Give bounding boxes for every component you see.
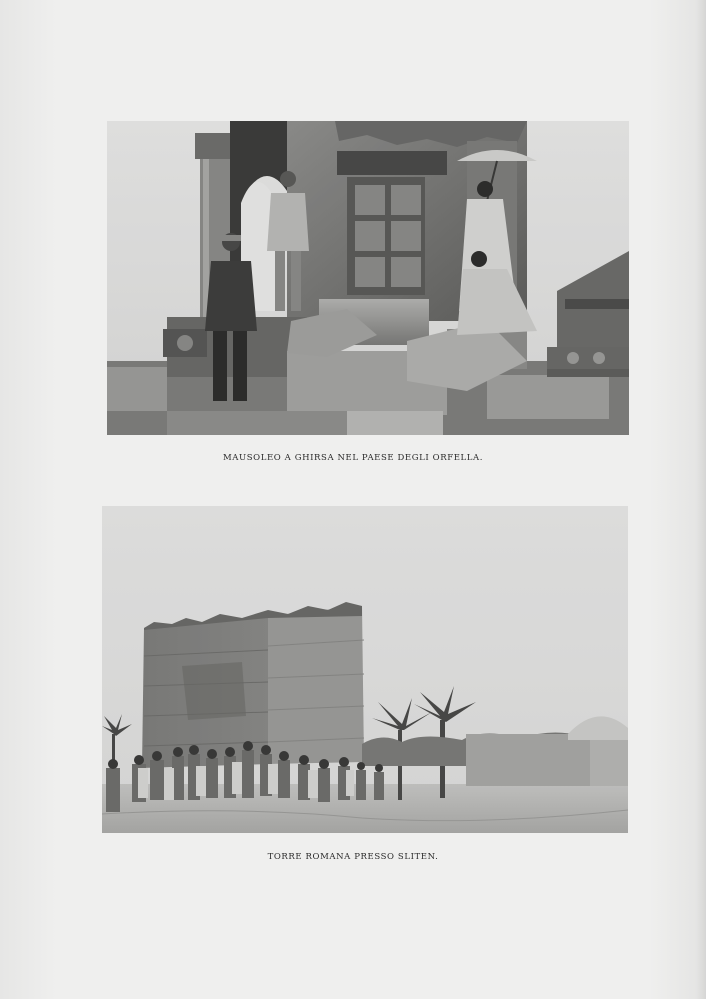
figure-caption-mausoleum: MAUSOLEO A GHIRSA NEL PAESE DEGLI ORFELLA. <box>222 453 484 463</box>
photo-roman-tower-sliten <box>102 506 628 833</box>
photo-mausoleum-graphic <box>107 121 629 435</box>
page-edge-shadow <box>696 0 706 999</box>
figure-caption-roman-tower: TORRE ROMANA PRESSO SLITEN. <box>267 852 439 862</box>
photo-roman-tower-graphic <box>102 506 628 833</box>
photo-mausoleum-ghirsa <box>107 121 629 435</box>
